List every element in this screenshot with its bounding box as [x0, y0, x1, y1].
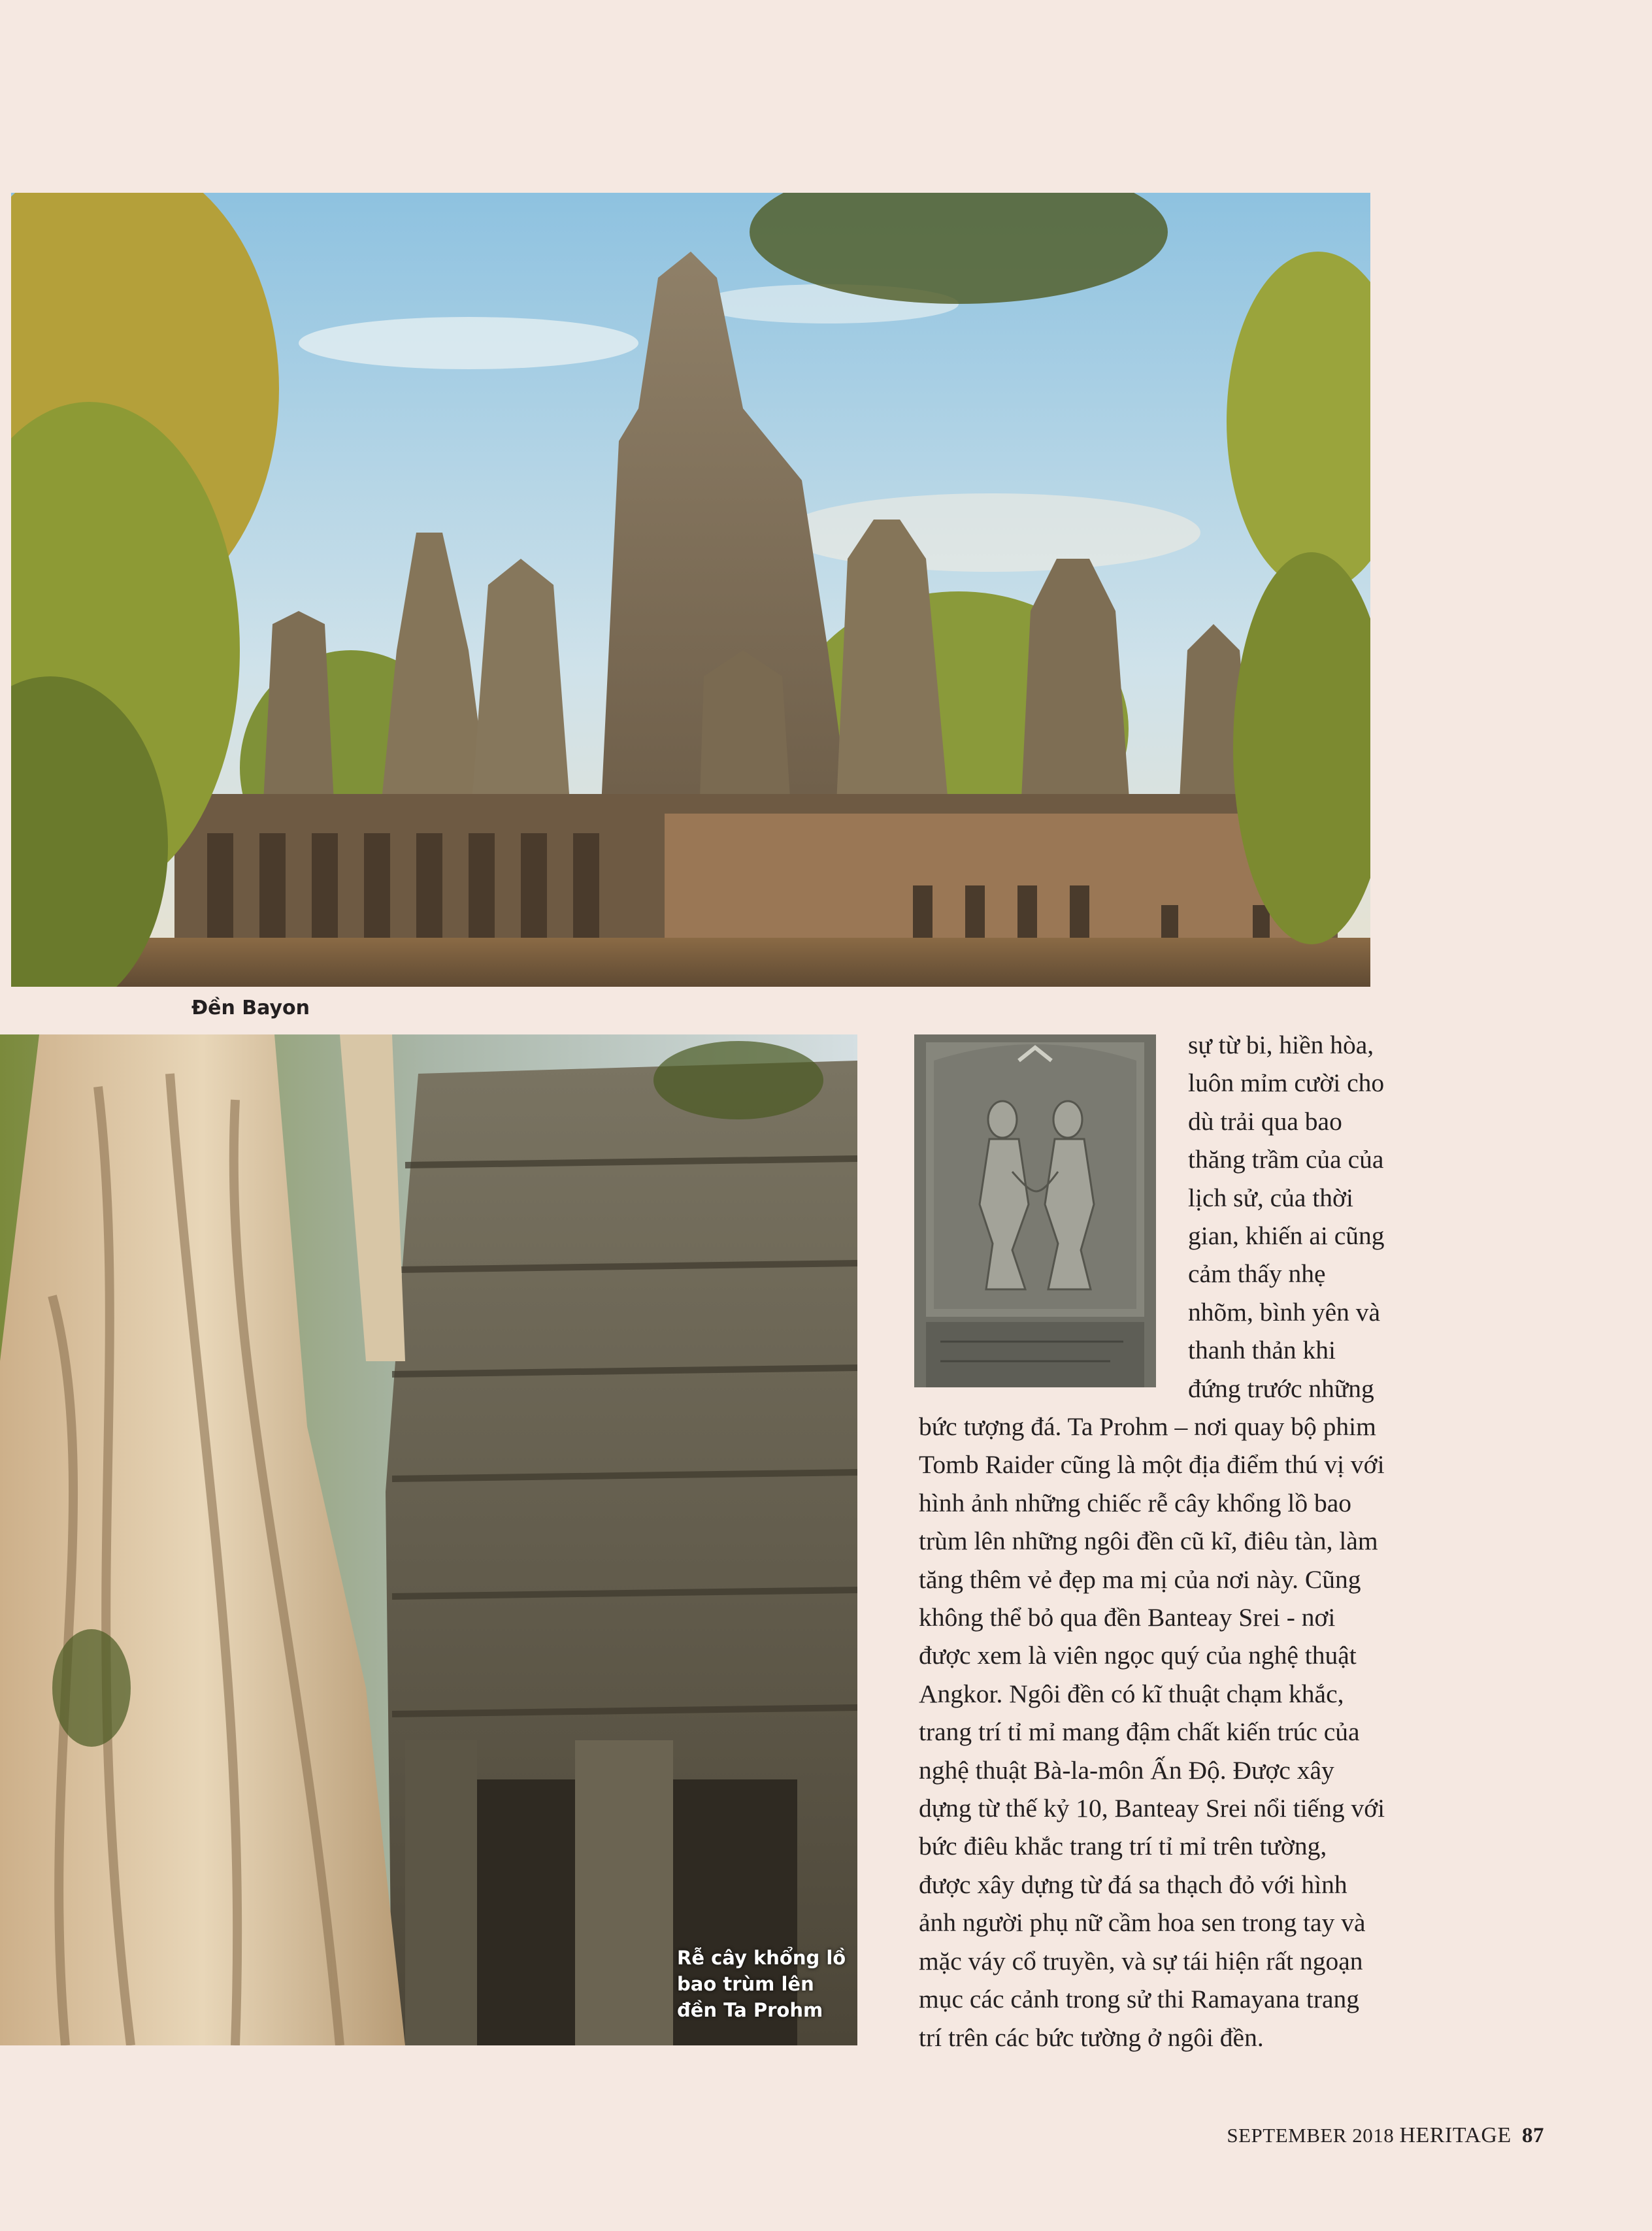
text-line: Angkor. Ngôi đền có kĩ thuật chạm khắc, — [919, 1679, 1344, 1708]
text-line: sự từ bi, hiền hòa, — [1188, 1031, 1374, 1059]
ta-prohm-caption: Rễ cây khổng lồ bao trùm lên đền Ta Prohm — [677, 1947, 846, 2021]
text-line: dựng từ thế kỷ 10, Banteay Srei nổi tiếng với — [919, 1794, 1385, 1823]
text-line: mục các cảnh trong sử thi Ramayana trang — [919, 1985, 1360, 2014]
bayon-temple-photo — [11, 193, 1370, 987]
text-line: mặc váy cổ truyền, và sự tái hiện rất ngoạn — [919, 1946, 1363, 1975]
bayon-caption: Đền Bayon — [191, 997, 310, 1019]
text-line: thăng trầm của của — [1188, 1145, 1384, 1174]
text-line: thanh thản khi — [1188, 1336, 1336, 1365]
text-line: không thể bỏ qua đền Banteay Srei - nơi — [919, 1603, 1336, 1632]
article-text-wide-column — [919, 1408, 1385, 2057]
article-text-narrow-column — [1188, 1026, 1385, 1408]
text-line: trí trên các bức tường ở ngôi đền. — [919, 2023, 1264, 2052]
issue-date: SEPTEMBER 2018 — [1227, 2124, 1395, 2147]
magazine-name: HERITAGE — [1399, 2123, 1512, 2147]
text-line: gian, khiến ai cũng — [1188, 1221, 1385, 1251]
text-line: cảm thấy nhẹ — [1188, 1259, 1326, 1289]
text-line: hình ảnh những chiếc rễ cây khổng lồ bao — [919, 1488, 1351, 1517]
text-line: bức điêu khắc trang trí tỉ mỉ trên tường, — [919, 1832, 1327, 1861]
text-line: bức tượng đá. Ta Prohm – nơi quay bộ phim — [919, 1412, 1376, 1441]
text-line: nghệ thuật Bà-la-môn Ấn Độ. Được xây — [919, 1755, 1334, 1785]
page-number: 87 — [1522, 2124, 1544, 2147]
ta-prohm-illustration — [0, 1034, 857, 2045]
ta-prohm-photo — [0, 1034, 857, 2045]
text-line: tăng thêm vẻ đẹp ma mị của nơi này. Cũng — [919, 1564, 1361, 1594]
text-line: luôn mỉm cười cho — [1188, 1068, 1385, 1098]
text-line: Tomb Raider cũng là một địa điểm thú vị với — [919, 1450, 1385, 1479]
apsara-relief-photo — [914, 1034, 1156, 1387]
text-line: nhõm, bình yên và — [1188, 1297, 1381, 1327]
text-line: được xây dựng từ đá sa thạch đỏ với hình — [919, 1870, 1347, 1899]
bayon-temple-illustration — [11, 193, 1370, 987]
text-line: lịch sử, của thời — [1188, 1183, 1353, 1212]
text-line: trang trí tỉ mỉ mang đậm chất kiến trúc của — [919, 1717, 1360, 1747]
text-line: trùm lên những ngôi đền cũ kĩ, điêu tàn, làm — [919, 1527, 1378, 1556]
apsara-relief-illustration — [914, 1034, 1156, 1387]
text-line: ảnh người phụ nữ cầm hoa sen trong tay và — [919, 1908, 1366, 1938]
text-line: dù trải qua bao — [1188, 1106, 1342, 1136]
text-line: được xem là viên ngọc quý của nghệ thuật — [919, 1641, 1357, 1670]
page-footer — [1227, 2123, 1544, 2148]
text-line: đứng trước những — [1188, 1374, 1374, 1403]
